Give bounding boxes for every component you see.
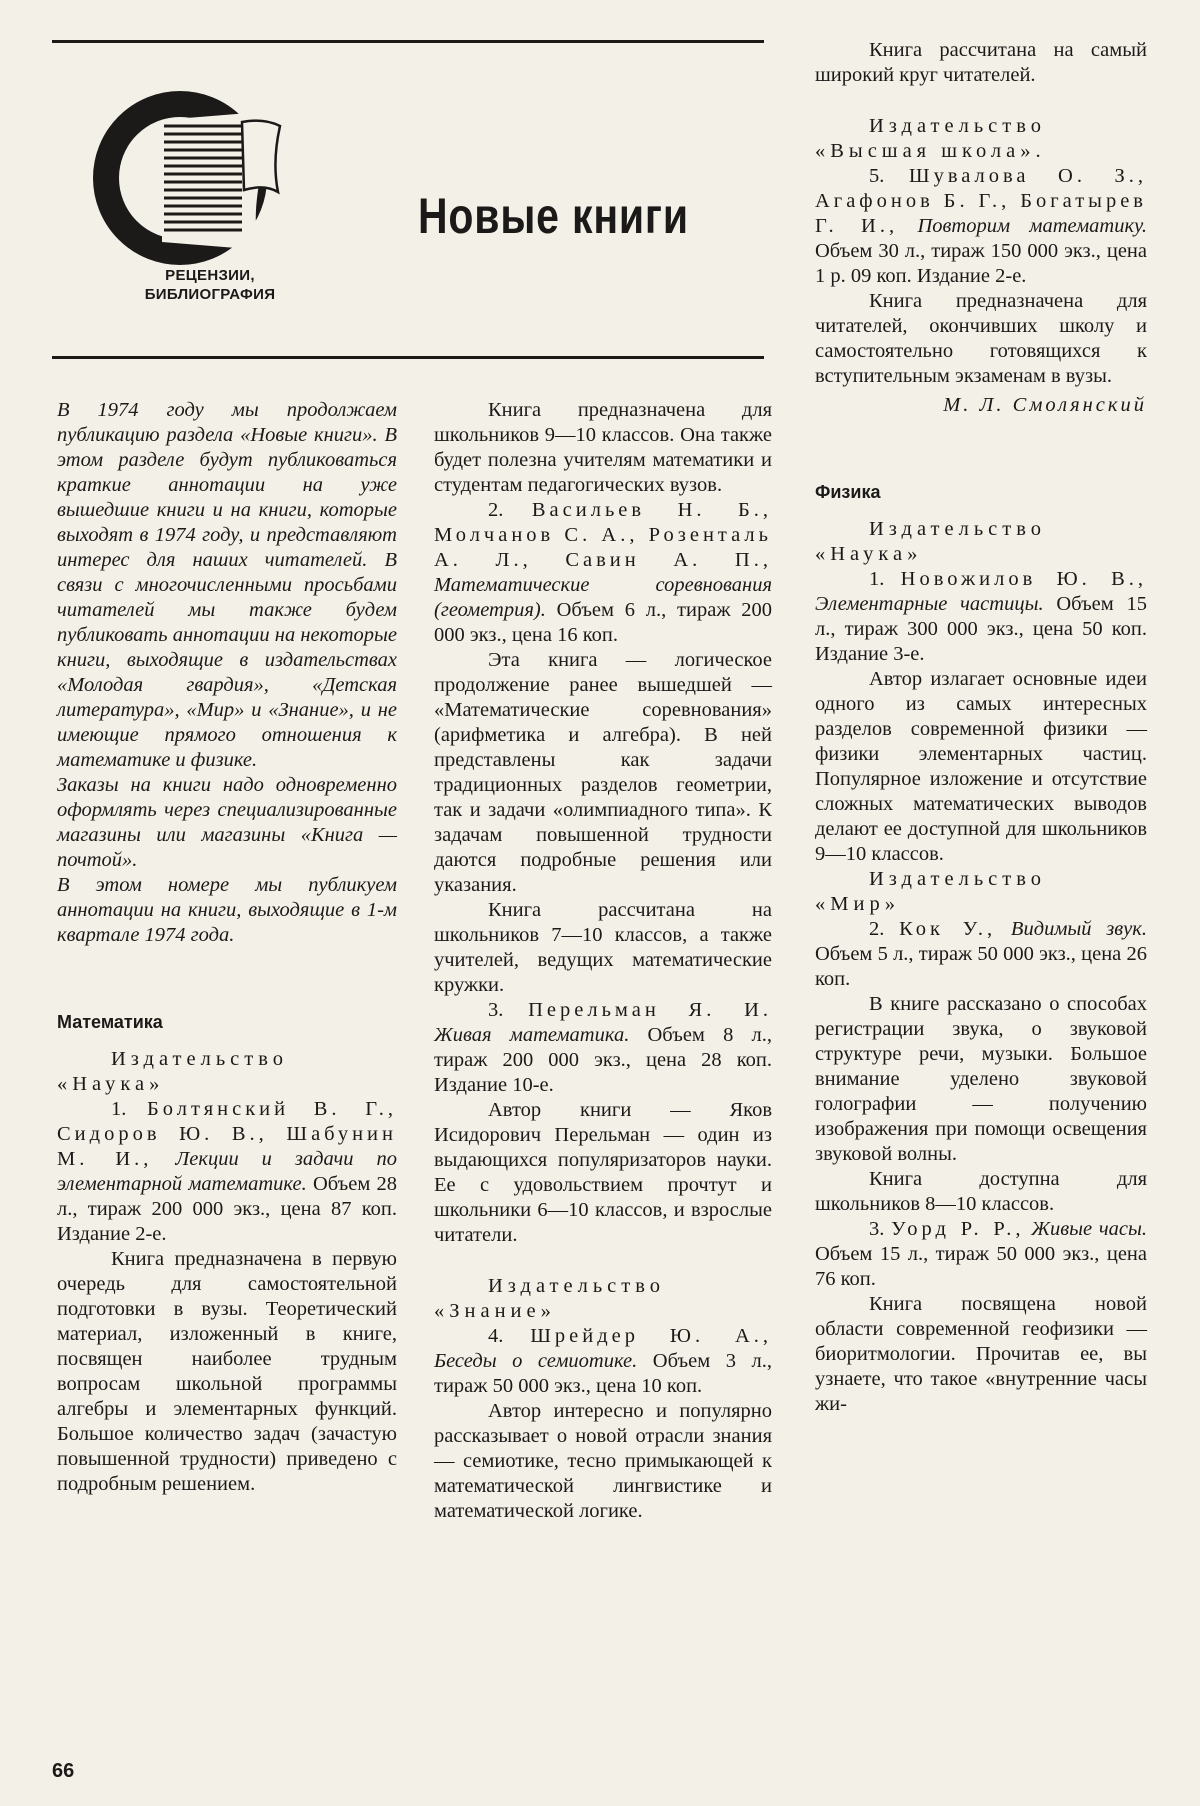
entry-info: Объем 6 л., тираж 200 000 экз., цена 16 коп. — [434, 599, 773, 646]
section-caption — [110, 266, 310, 304]
entry-info: Объем 28 л., тираж 200 000 экз., цена 87 коп. Издание 2-е. — [57, 1173, 398, 1245]
entry-description: Автор излагает основные идеи одного из самых интересных разделов современной физики — физики элементарных частиц. Популярное изложение и отсутствие сложных математических выводов делают ее доступной для школьников 9—10 классов. — [815, 668, 1147, 865]
caption-line-1: РЕЦЕНЗИИ, — [165, 267, 255, 284]
entry-authors: Перельман Я. И. — [528, 999, 772, 1021]
entry-authors: Уорд Р. Р., — [891, 1218, 1025, 1240]
entry-info: Объем 8 л., тираж 200 000 экз., цена 28 коп. Издание 10-е. — [434, 1024, 772, 1096]
entry-title: Математические соревнования (геометрия). — [434, 574, 772, 621]
page-title: Новые книги — [418, 188, 689, 244]
publisher-prefix: Издательство — [869, 115, 1047, 137]
book-entry — [815, 1217, 1147, 1292]
entry-number: 5. — [869, 165, 885, 187]
intro-paragraph: Заказы на книги надо одновременно оформлять через специализированные магазины или магазины «Книга — почтой». — [57, 774, 397, 871]
book-entry — [434, 498, 772, 648]
publisher-prefix: Издательство — [869, 518, 1047, 540]
top-rule — [52, 40, 764, 43]
entry-info: Объем 3 л., тираж 50 000 экз., цена 10 коп. — [434, 1350, 772, 1397]
caption-line-2: БИБЛИОГРАФИЯ — [144, 286, 276, 303]
entry-number: 2. — [869, 918, 885, 940]
header-bottom-rule — [52, 356, 764, 359]
entry-title: Повторим математику. — [917, 215, 1148, 237]
book-entry — [434, 1324, 772, 1399]
intro-paragraph: В 1974 году мы продолжаем публикацию раздела «Новые книги». В этом разделе будут публиковаться краткие аннотации на уже вышедшие книги и на книги, которые выходят в 1974 году, и представляют интерес для наших читателей. В связи с многочисленными просьбами читателей мы также будем публиковать аннотации на некоторые книги, выходящие в издательствах «Молодая гвардия», «Детская литература», «Мир» и «Знание», и не имеющие прямого отношения к математике и физике. — [57, 399, 397, 771]
entry-description: Книга рассчитана на самый широкий круг читателей. — [815, 39, 1147, 86]
entry-info: Объем 15 л., тираж 50 000 экз., цена 76 коп. — [815, 1243, 1147, 1290]
publisher-name: «Высшая школа». — [815, 140, 1046, 162]
entry-number: 3. — [869, 1218, 885, 1240]
entry-description: Эта книга — логическое продолжение ранее вышедшей — «Математические соревнования» (арифметика и алгебра). В ней представлены как задачи традиционных разделов геометрии, так и задачи «олимпиадного типа». К задачам повышенной трудности даются подробные решения или указания. — [434, 649, 772, 896]
publisher-name: «Наука» — [57, 1073, 165, 1095]
entry-number: 1. — [869, 568, 885, 590]
entry-description: Автор интересно и популярно рассказывает о новой отрасли знания — семиотике, тесно примыкающей к математической лингвистике и математической логике. — [434, 1400, 772, 1522]
publisher-prefix: Издательство — [869, 868, 1047, 890]
entry-description: Книга предназначена для читателей, окончивших школу и самостоятельно готовящихся к вступительным экзаменам в вузы. — [815, 290, 1147, 387]
entry-authors: Шрейдер Ю. А., — [530, 1325, 773, 1347]
publisher-name: «Мир» — [815, 893, 900, 915]
entry-description: Книга предназначена для школьников 9—10 классов. Она также будет полезна учителям математики и студентам педагогических вузов. — [434, 399, 772, 496]
publisher-name: «Знание» — [434, 1300, 556, 1322]
entry-description: Автор книги — Яков Исидорович Перельман — один из выдающихся популяризаторов науки. Ее с удовольствием прочтут и школьники 6—10 классов, и взрослые читатели. — [434, 1099, 772, 1246]
entry-title: Живая математика. — [434, 1024, 630, 1046]
entry-title: Лекции и задачи по элементарной математике. — [57, 1148, 397, 1195]
entry-info: Объем 15 л., тираж 300 000 экз., цена 50 коп. Издание 3-е. — [815, 593, 1147, 665]
entry-authors: Болтянский В. Г., Сидоров Ю. В., Шабунин М. И., — [57, 1098, 397, 1170]
section-heading-math: Математика — [57, 1012, 163, 1032]
publisher-name: «Наука» — [815, 543, 923, 565]
entry-description: В книге рассказано о способах регистрации звука, о звуковой структуре речи, музыки. Большое внимание уделено звуковой голографии — получению изображения при помощи освещения звуковой волны. — [815, 993, 1147, 1165]
book-entry — [815, 567, 1147, 667]
intro-paragraph: В этом номере мы публикуем аннотации на книги, выходящие в 1-м квартале 1974 года. — [57, 874, 397, 946]
book-entry — [815, 164, 1147, 289]
column-1 — [57, 398, 397, 1497]
entry-description: Книга доступна для школьников 8—10 классов. — [815, 1168, 1147, 1215]
entry-description: Книга предназначена в первую очередь для самостоятельной подготовки в вузы. Теоретический материал, изложенный в книге, посвящен наиболее трудным вопросам школьной программы алгебры и элементарных функций. Большое количество задач (зачастую повышенной трудности) приведено с подробным решением. — [57, 1248, 397, 1495]
entry-title: Элементарные частицы. — [815, 593, 1044, 615]
book-entry — [815, 917, 1147, 992]
column-2-content — [434, 398, 772, 1524]
intro-block — [57, 398, 397, 948]
entry-number: 1. — [111, 1098, 127, 1120]
section-heading-physics: Физика — [815, 482, 881, 502]
entry-description: Книга посвящена новой области современной геофизики — биоритмологии. Прочитав ее, вы узнаете, что такое «внутренние часы жи- — [815, 1293, 1147, 1415]
entry-authors: Васильев Н. Б., Молчанов С. А., Розенталь А. Л., Савин А. П., — [434, 499, 773, 571]
entry-authors: Кок У., — [899, 918, 997, 940]
book-entry — [57, 1097, 397, 1247]
entry-authors: Новожилов Ю. В., — [900, 568, 1148, 590]
column-3 — [815, 38, 1147, 1417]
entry-authors: Шувалова О. З., Агафонов Б. Г., Богатырев Г. И., — [815, 165, 1148, 237]
publisher-prefix: Издательство — [111, 1048, 289, 1070]
entry-number: 4. — [488, 1325, 504, 1347]
entry-info: Объем 30 л., тираж 150 000 экз., цена 1 р. 09 коп. Издание 2-е. — [815, 240, 1147, 287]
entry-title: Беседы о семиотике. — [434, 1350, 638, 1372]
entry-description: Книга рассчитана на школьников 7—10 классов, а также учителей, ведущих математические кружки. — [434, 899, 772, 996]
entry-info: Объем 5 л., тираж 50 000 экз., цена 26 коп. — [815, 943, 1147, 990]
author-signature: М. Л. Смолянский — [943, 394, 1147, 416]
publisher-prefix: Издательство — [488, 1275, 666, 1297]
entry-number: 2. — [488, 499, 504, 521]
page-number: 66 — [52, 1760, 75, 1782]
entry-title: Живые часы. — [1031, 1218, 1148, 1240]
entry-number: 3. — [488, 999, 504, 1021]
book-entry — [434, 998, 772, 1098]
entry-title: Видимый звук. — [1010, 918, 1147, 940]
reviews-logo-icon — [92, 82, 302, 282]
